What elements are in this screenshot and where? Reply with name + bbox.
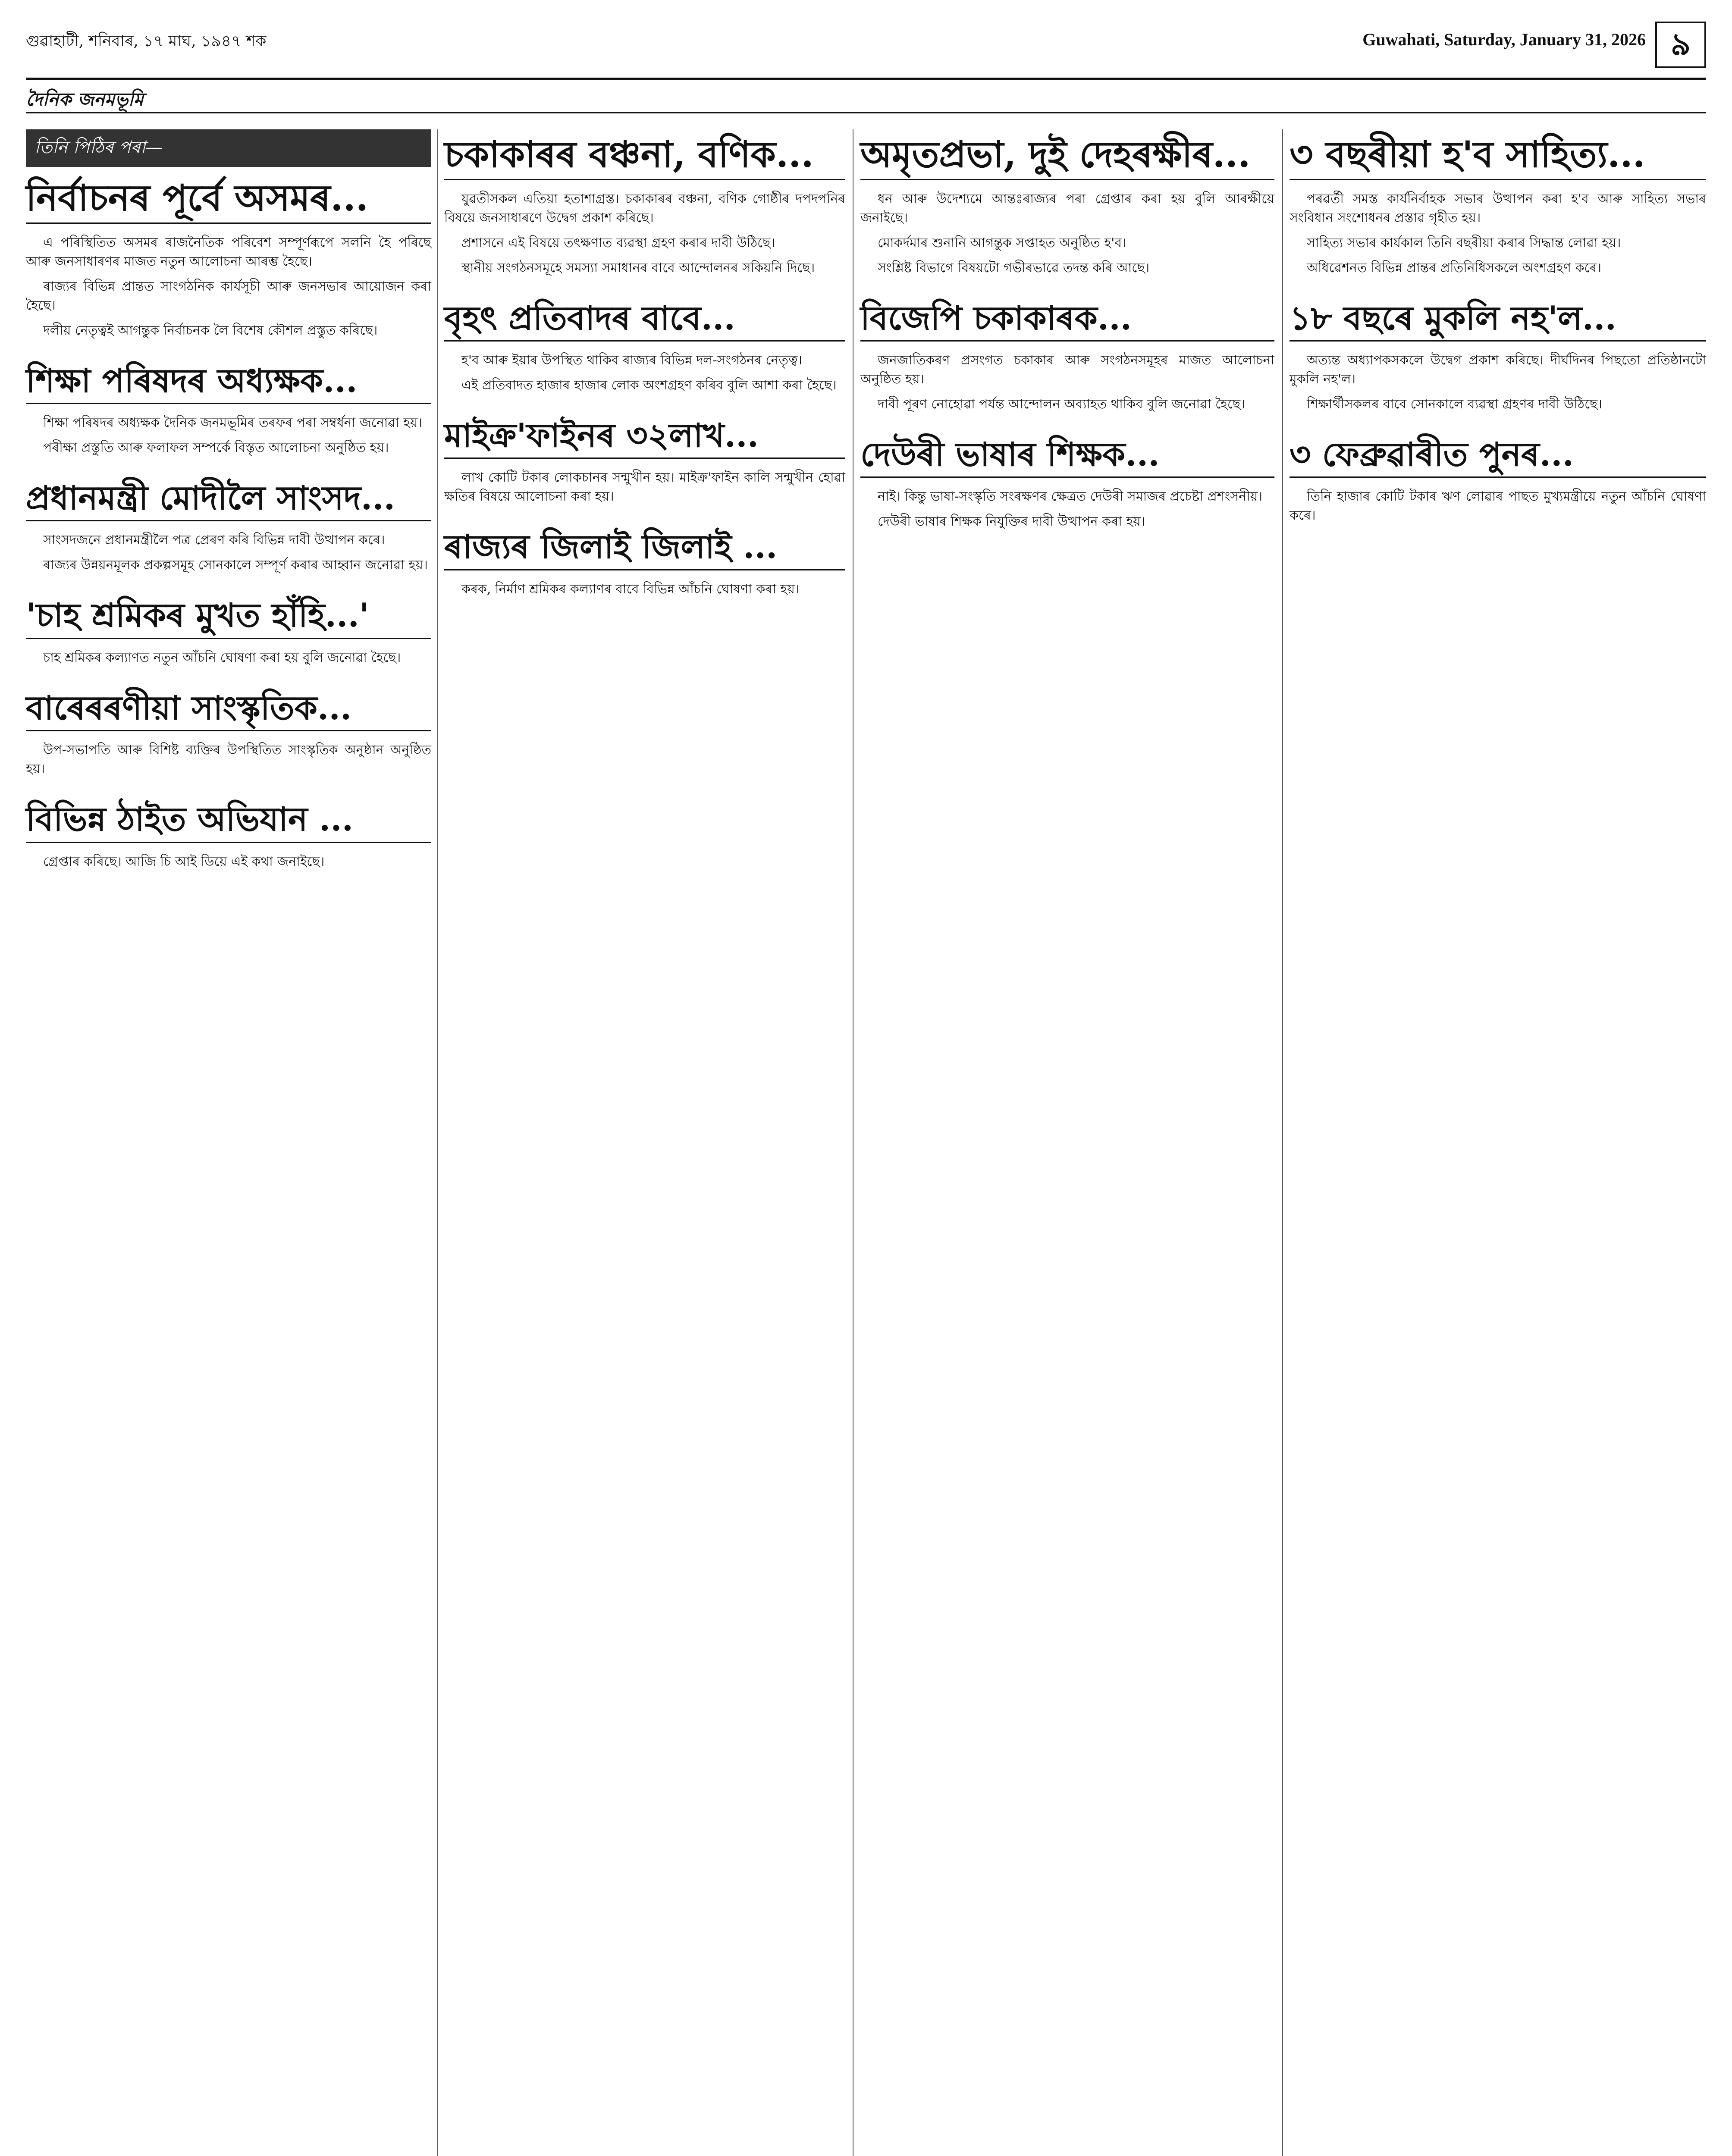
story-paragraph: ধন আৰু উদেশ্যমে আন্তঃৰাজ্যৰ পৰা গ্ৰেপ্তাৰ কৰা হয় বুলি আৰক্ষীয়ে জনাইছে। <box>860 191 1274 226</box>
story-paragraph: পৰীক্ষা প্ৰস্তুতি আৰু ফলাফল সম্পৰ্কে বিস্তৃত আলোচনা অনুষ্ঠিত হয়। <box>43 440 389 455</box>
section-tag: তিনি পিঠিৰ পৰা— <box>26 129 431 167</box>
brand-name: দৈনিক জনমভূমি <box>26 89 144 110</box>
story-paragraph: কৰক, নিৰ্মাণ শ্ৰমিকৰ কল্যাণৰ বাবে বিভিন্ন আঁচনি ঘোষণা কৰা হয়। <box>461 581 800 597</box>
story-paragraph: শিক্ষাৰ্থীসকলৰ বাবে সোনকালে ব্যৱস্থা গ্ৰহণৰ দাবী উঠিছে। <box>1307 396 1602 412</box>
headline-amritprabha: অমৃতপ্ৰভা, দুই দেহৰক্ষীৰ... <box>860 133 1251 175</box>
headline-18-years: ১৮ বছৰে মুকলি নহ'ল... <box>1290 298 1617 337</box>
story-paragraph: স্থানীয় সংগঠনসমূহে সমস্যা সমাধানৰ বাবে আন্দোলনৰ সকিয়নি দিছে। <box>461 260 815 276</box>
story-paragraph: সাংসদজনে প্ৰধানমন্ত্ৰীলৈ পত্ৰ প্ৰেৰণ কৰি বিভিন্ন দাবী উত্থাপন কৰে। <box>43 533 385 548</box>
story-paragraph: গ্ৰেপ্তাৰ কৰিছে। আজি চি আই ডিয়ে এই কথা জনাইছে। <box>43 854 325 869</box>
date-local: গুৱাহাটী, শনিবাৰ, ১৭ মাঘ, ১৯৪৭ শক <box>26 32 267 50</box>
story-paragraph: জনজাতিকৰণ প্ৰসংগত চকাকাৰ আৰু সংগঠনসমূহৰ মাজত আলোচনা অনুষ্ঠিত হয়। <box>860 352 1274 387</box>
story-rule <box>444 458 845 459</box>
story-paragraph: দলীয় নেতৃত্বই আগন্তুক নিৰ্বাচনক লৈ বিশেষ কৌশল প্ৰস্তুত কৰিছে। <box>43 323 378 338</box>
headline-operations: বিভিন্ন ঠাইত অভিযান ... <box>26 800 354 839</box>
headline-cultural: বাৰেৰৰণীয়া সাংস্কৃতিক... <box>26 688 352 727</box>
column-3 <box>860 129 1274 537</box>
story-paragraph: সংশ্লিষ্ট বিভাগে বিষয়টো গভীৰভাৱে তদন্ত কৰি আছে। <box>878 260 1150 276</box>
story-rule <box>26 520 431 521</box>
story-rule <box>26 842 431 843</box>
headline-wheel-deprivation: চকাকাৰৰ বঞ্চনা, বণিক... <box>444 133 814 175</box>
story-rule <box>26 222 431 224</box>
story-rule <box>26 638 431 639</box>
story-paragraph: শিক্ষা পৰিষদৰ অধ্যক্ষক দৈনিক জনমভূমিৰ তৰফৰ পৰা সম্বৰ্ধনা জনোৱা হয়। <box>43 415 423 430</box>
story-rule <box>1290 179 1706 180</box>
story-rule <box>26 730 431 731</box>
story-paragraph: দাবী পূৰণ নোহোৱা পৰ্যন্ত আন্দোলন অব্যাহত থাকিব বুলি জনোৱা হৈছে। <box>878 396 1245 412</box>
story-rule <box>444 179 845 180</box>
headline-pm-mp: প্ৰধানমন্ত্ৰী মোদীলৈ সাংসদ... <box>26 478 395 517</box>
page-number: ৯ <box>1655 22 1706 68</box>
headline-literature: ৩ বছৰীয়া হ'ব সাহিত্য... <box>1290 133 1645 175</box>
date-english: Guwahati, Saturday, January 31, 2026 <box>1362 30 1646 49</box>
story-paragraph: তিনি হাজাৰ কোটি টকাৰ ঋণ লোৱাৰ পাছত মুখ্যমন্ত্ৰীয়ে নতুন আঁচনি ঘোষণা কৰে। <box>1290 489 1706 523</box>
story-paragraph: সাহিত্য সভাৰ কাৰ্যকাল তিনি বছৰীয়া কৰাৰ সিদ্ধান্ত লোৱা হয়। <box>1307 235 1621 251</box>
column-4 <box>1290 129 1706 531</box>
headline-education-board: শিক্ষা পৰিষদৰ অধ্যক্ষক... <box>26 361 358 400</box>
story-paragraph: মোকৰ্দমাৰ শুনানি আগন্তুক সপ্তাহত অনুষ্ঠিত হ'ব। <box>878 235 1126 251</box>
story-paragraph: লাখ কোটি টকাৰ লোকচানৰ সন্মুখীন হয়। মাইক্ৰ'ফাইন কালি সন্মুখীন হোৱা ক্ষতিৰ বিষয়ে আলোচনা কৰা হয়। <box>444 470 845 505</box>
story-paragraph: এ পৰিস্থিতিত অসমৰ ৰাজনৈতিক পৰিবেশ সম্পূৰ্ণৰূপে সলনি হৈ পৰিছে আৰু জনসাধাৰণৰ মাজত নতুন আলোচনা আৰম্ভ হৈছে। <box>26 235 431 269</box>
headline-tea-workers: 'চাহ শ্ৰমিকৰ মুখত হাঁহি...' <box>26 596 370 635</box>
story-rule <box>444 340 845 342</box>
top-rule <box>26 78 1706 80</box>
story-paragraph: চাহ শ্ৰমিকৰ কল্যাণত নতুন আঁচনি ঘোষণা কৰা হয় বুলি জনোৱা হৈছে। <box>43 650 401 665</box>
headline-election: নিৰ্বাচনৰ পূৰ্বে অসমৰ... <box>26 176 368 219</box>
headline-bjp: বিজেপি চকাকাৰক... <box>860 298 1132 337</box>
story-paragraph: প্ৰশাসনে এই বিষয়ে তৎক্ষণাত ব্যৱস্থা গ্ৰহণ কৰাৰ দাবী উঠিছে। <box>461 235 775 251</box>
story-paragraph: হ'ব আৰু ইয়াৰ উপস্থিত থাকিব ৰাজ্যৰ বিভিন্ন দল-সংগঠনৰ নেতৃত্ব। <box>461 352 803 368</box>
story-rule <box>1290 340 1706 342</box>
column-1 <box>26 129 431 877</box>
column-2 <box>444 129 845 605</box>
story-paragraph: অধিৱেশনত বিভিন্ন প্ৰান্তৰ প্ৰতিনিধিসকলে অংশগ্ৰহণ কৰে। <box>1307 260 1602 276</box>
story-rule <box>1290 476 1706 478</box>
story-paragraph: ৰাজ্যৰ বিভিন্ন প্ৰান্তত সাংগঠনিক কাৰ্যসূচী আৰু জনসভাৰ আয়োজন কৰা হৈছে। <box>26 279 431 313</box>
column-rule <box>437 129 438 2156</box>
story-paragraph: দেউৰী ভাষাৰ শিক্ষক নিযুক্তিৰ দাবী উত্থাপন কৰা হয়। <box>878 514 1145 530</box>
story-rule <box>860 340 1274 342</box>
headline-district: ৰাজ্যৰ জিলাই জিলাই ... <box>444 527 778 566</box>
story-paragraph: যুৱতীসকল এতিয়া হতাশাগ্ৰস্ত। চকাকাৰৰ বঞ্চনা, বণিক গোষ্ঠীৰ দপদপনিৰ বিষয়ে জনসাধাৰণে উদ্বেগ প্ৰকাশ কৰিছে। <box>444 191 845 226</box>
story-paragraph: নাই। কিন্তু ভাষা-সংস্কৃতি সংৰক্ষণৰ ক্ষেত্ৰত দেউৰী সমাজৰ প্ৰচেষ্টা প্ৰশংসনীয়। <box>878 489 1263 505</box>
headline-feb-3: ৩ ফেব্ৰুৱাৰীত পুনৰ... <box>1290 435 1574 473</box>
headline-big-protest: বৃহৎ প্ৰতিবাদৰ বাবে... <box>444 298 735 337</box>
headline-microfinance: মাইক্ৰ'ফাইনৰ ৩২লাখ... <box>444 416 759 454</box>
story-rule <box>860 179 1274 180</box>
story-rule <box>444 569 845 570</box>
column-rule <box>1282 129 1283 2156</box>
story-rule <box>26 403 431 404</box>
story-paragraph: উপ-সভাপতি আৰু বিশিষ্ট ব্যক্তিৰ উপস্থিতিত সাংস্কৃতিক অনুষ্ঠান অনুষ্ঠিত হয়। <box>26 743 431 777</box>
headline-deori-language: দেউৰী ভাষাৰ শিক্ষক... <box>860 435 1160 473</box>
brand-rule <box>26 112 1706 113</box>
masthead <box>26 22 1706 73</box>
story-paragraph: অত্যন্ত অধ্যাপকসকলে উদ্বেগ প্ৰকাশ কৰিছে। দীৰ্ঘদিনৰ পিছতো প্ৰতিষ্ঠানটো মুকলি নহ'ল। <box>1290 352 1706 387</box>
story-paragraph: এই প্ৰতিবাদত হাজাৰ হাজাৰ লোক অংশগ্ৰহণ কৰিব বুলি আশা কৰা হৈছে। <box>461 377 837 393</box>
story-paragraph: পৰৱৰ্তী সমস্ত কাৰ্যনিৰ্বাহক সভাৰ উত্থাপন কৰা হ'ব আৰু সাহিত্য সভাৰ সংবিধান সংশোধনৰ প্ৰস্তাৱ গৃহীত হয়। <box>1290 191 1706 226</box>
story-paragraph: ৰাজ্যৰ উন্নয়নমূলক প্ৰকল্পসমূহ সোনকালে সম্পূৰ্ণ কৰাৰ আহ্বান জনোৱা হয়। <box>43 558 428 573</box>
story-rule <box>860 476 1274 478</box>
